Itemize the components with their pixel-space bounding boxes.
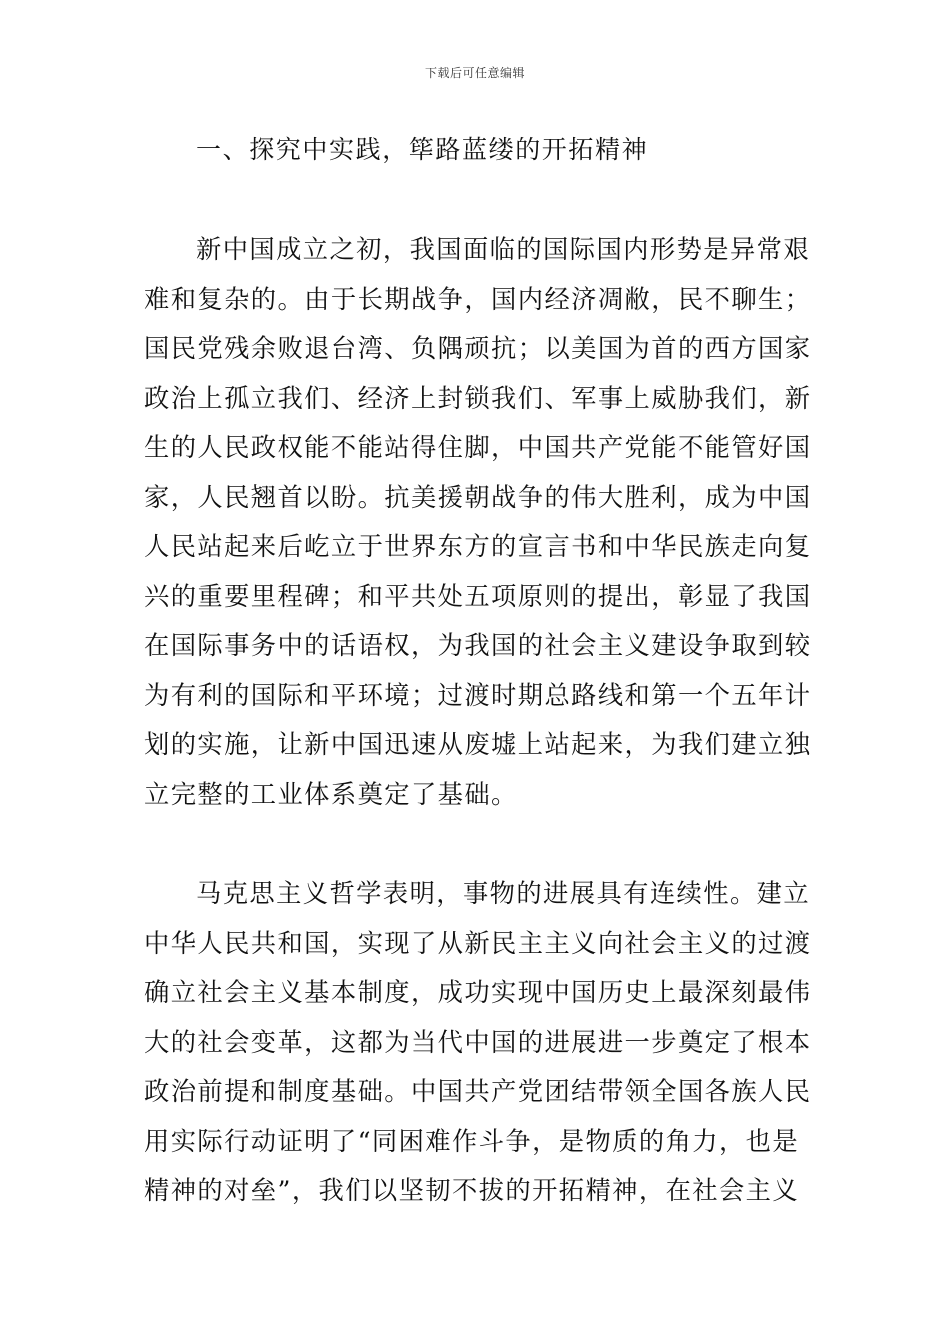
paragraph-line: 政治前提和制度基础。中国共产党团结带领全国各族人民 [144, 1077, 812, 1106]
paragraph-line: 国民党残余败退台湾、负隅顽抗；以美国为首的西方国家 [144, 334, 812, 363]
paragraph-line: 精神的对垒”，我们以坚韧不拔的开拓精神，在社会主义 [144, 1176, 800, 1205]
paragraph-line: 划的实施，让新中国迅速从废墟上站起来，为我们建立独 [144, 730, 812, 759]
paragraph-line: 在国际事务中的话语权，为我国的社会主义建设争取到较 [144, 631, 812, 660]
paragraph-line: 马克思主义哲学表明，事物的进展具有连续性。建立 [196, 879, 811, 908]
paragraph-line: 新中国成立之初，我国面临的国际国内形势是异常艰 [196, 235, 811, 264]
paragraph-line: 人民站起来后屹立于世界东方的宣言书和中华民族走向复 [144, 532, 812, 561]
paragraph-line: 大的社会变革，这都为当代中国的进展进一步奠定了根本 [144, 1027, 812, 1057]
paragraph-line: 生的人民政权能不能站得住脚，中国共产党能不能管好国 [144, 433, 812, 462]
paragraph-line: 家，人民翘首以盼。抗美援朝战争的伟大胜利，成为中国 [144, 482, 812, 512]
paragraph-line: 立完整的工业体系奠定了基础。 [144, 779, 518, 809]
header-note: 下载后可任意编辑 [424, 66, 525, 80]
paragraph-line: 政治上孤立我们、经济上封锁我们、军事上威胁我们，新 [144, 383, 812, 413]
paragraph-line: 兴的重要里程碑；和平共处五项原则的提出，彰显了我国 [144, 581, 812, 611]
paragraph-1 [144, 225, 810, 819]
paragraph-line: 用实际行动证明了“同困难作斗争，是物质的角力，也是 [144, 1126, 800, 1156]
paragraph-2 [144, 869, 810, 1216]
paragraph-line: 为有利的国际和平环境；过渡时期总路线和第一个五年计 [144, 680, 812, 710]
paragraph-line: 难和复杂的。由于长期战争，国内经济凋敝，民不聊生； [144, 284, 812, 314]
paragraph-line: 中华人民共和国，实现了从新民主主义向社会主义的过渡 [144, 928, 812, 958]
paragraph-line: 确立社会主义基本制度，成功实现中国历史上最深刻最伟 [144, 978, 812, 1007]
section-heading: 一、探究中实践，筚路蓝缕的开拓精神 [196, 135, 649, 164]
